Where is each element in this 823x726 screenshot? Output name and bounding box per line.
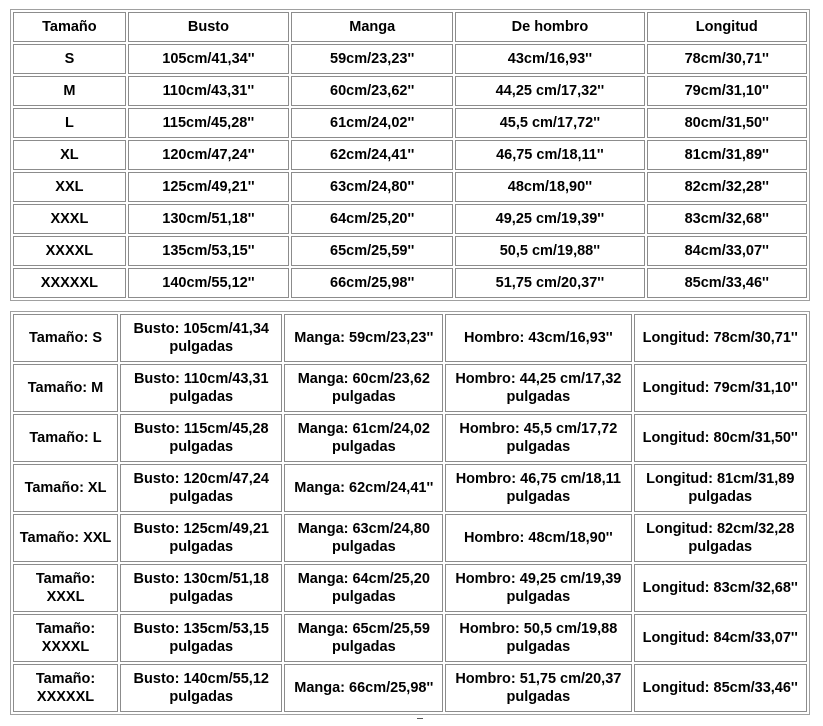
cell-size: Tamaño: XXL xyxy=(13,514,118,562)
cell-sleeve: Manga: 65cm/25,59 pulgadas xyxy=(284,614,443,662)
cell-sleeve: Manga: 64cm/25,20 pulgadas xyxy=(284,564,443,612)
page-edge-mark xyxy=(417,718,423,722)
cell-size: XXXL xyxy=(13,204,126,234)
cell-shoulder: 51,75 cm/20,37'' xyxy=(455,268,644,298)
cell-bust: Busto: 130cm/51,18 pulgadas xyxy=(120,564,282,612)
table-header-row xyxy=(13,12,807,42)
cell-bust: 115cm/45,28'' xyxy=(128,108,289,138)
cell-shoulder: 50,5 cm/19,88'' xyxy=(455,236,644,266)
cell-length: 80cm/31,50'' xyxy=(647,108,807,138)
cell-bust: Busto: 110cm/43,31 pulgadas xyxy=(120,364,282,412)
cell-length: Longitud: 83cm/32,68'' xyxy=(634,564,807,612)
cell-bust: Busto: 105cm/41,34 pulgadas xyxy=(120,314,282,362)
header-length: Longitud xyxy=(647,12,807,42)
cell-bust: 105cm/41,34'' xyxy=(128,44,289,74)
table-row xyxy=(13,414,807,462)
cell-sleeve: Manga: 60cm/23,62 pulgadas xyxy=(284,364,443,412)
cell-bust: Busto: 115cm/45,28 pulgadas xyxy=(120,414,282,462)
cell-sleeve: 64cm/25,20'' xyxy=(291,204,453,234)
cell-size: XXXXL xyxy=(13,236,126,266)
table-row xyxy=(13,514,807,562)
table-row xyxy=(13,364,807,412)
cell-sleeve: 61cm/24,02'' xyxy=(291,108,453,138)
cell-shoulder: Hombro: 44,25 cm/17,32 pulgadas xyxy=(445,364,631,412)
cell-size: XL xyxy=(13,140,126,170)
cell-length: Longitud: 81cm/31,89 pulgadas xyxy=(634,464,807,512)
header-sleeve: Manga xyxy=(291,12,453,42)
cell-size: Tamaño: XXXXL xyxy=(13,614,118,662)
cell-sleeve: Manga: 63cm/24,80 pulgadas xyxy=(284,514,443,562)
cell-bust: 130cm/51,18'' xyxy=(128,204,289,234)
cell-bust: 125cm/49,21'' xyxy=(128,172,289,202)
cell-size: Tamaño: XXXXXL xyxy=(13,664,118,712)
table-row xyxy=(13,108,807,138)
table-row xyxy=(13,268,807,298)
cell-shoulder: Hombro: 51,75 cm/20,37 pulgadas xyxy=(445,664,631,712)
cell-size: M xyxy=(13,76,126,106)
cell-sleeve: 65cm/25,59'' xyxy=(291,236,453,266)
table-row xyxy=(13,314,807,362)
cell-length: Longitud: 78cm/30,71'' xyxy=(634,314,807,362)
cell-size: L xyxy=(13,108,126,138)
table-row xyxy=(13,140,807,170)
cell-bust: Busto: 125cm/49,21 pulgadas xyxy=(120,514,282,562)
cell-sleeve: 63cm/24,80'' xyxy=(291,172,453,202)
cell-bust: 110cm/43,31'' xyxy=(128,76,289,106)
cell-sleeve: 66cm/25,98'' xyxy=(291,268,453,298)
cell-shoulder: 46,75 cm/18,11'' xyxy=(455,140,644,170)
cell-shoulder: 44,25 cm/17,32'' xyxy=(455,76,644,106)
cell-size: XXL xyxy=(13,172,126,202)
cell-length: Longitud: 82cm/32,28 pulgadas xyxy=(634,514,807,562)
header-bust: Busto xyxy=(128,12,289,42)
cell-shoulder: 49,25 cm/19,39'' xyxy=(455,204,644,234)
cell-length: 85cm/33,46'' xyxy=(647,268,807,298)
cell-bust: Busto: 135cm/53,15 pulgadas xyxy=(120,614,282,662)
cell-size: Tamaño: L xyxy=(13,414,118,462)
table-row xyxy=(13,614,807,662)
cell-shoulder: 48cm/18,90'' xyxy=(455,172,644,202)
cell-sleeve: Manga: 62cm/24,41'' xyxy=(284,464,443,512)
cell-bust: 120cm/47,24'' xyxy=(128,140,289,170)
header-size: Tamaño xyxy=(13,12,126,42)
cell-sleeve: 60cm/23,62'' xyxy=(291,76,453,106)
table-row xyxy=(13,44,807,74)
table-row xyxy=(13,76,807,106)
cell-size: XXXXXL xyxy=(13,268,126,298)
table-row xyxy=(13,664,807,712)
header-shoulder: De hombro xyxy=(455,12,644,42)
cell-sleeve: 62cm/24,41'' xyxy=(291,140,453,170)
cell-length: 83cm/32,68'' xyxy=(647,204,807,234)
table-row xyxy=(13,204,807,234)
table-row xyxy=(13,464,807,512)
cell-shoulder: Hombro: 45,5 cm/17,72 pulgadas xyxy=(445,414,631,462)
size-chart-table xyxy=(10,9,810,301)
cell-shoulder: Hombro: 50,5 cm/19,88 pulgadas xyxy=(445,614,631,662)
cell-length: 84cm/33,07'' xyxy=(647,236,807,266)
cell-shoulder: 43cm/16,93'' xyxy=(455,44,644,74)
cell-shoulder: Hombro: 49,25 cm/19,39 pulgadas xyxy=(445,564,631,612)
table-row xyxy=(13,172,807,202)
size-detail-table xyxy=(10,311,810,715)
cell-size: S xyxy=(13,44,126,74)
cell-length: Longitud: 84cm/33,07'' xyxy=(634,614,807,662)
cell-shoulder: Hombro: 46,75 cm/18,11 pulgadas xyxy=(445,464,631,512)
cell-sleeve: Manga: 66cm/25,98'' xyxy=(284,664,443,712)
cell-size: Tamaño: M xyxy=(13,364,118,412)
cell-length: 81cm/31,89'' xyxy=(647,140,807,170)
table-row xyxy=(13,564,807,612)
cell-length: Longitud: 85cm/33,46'' xyxy=(634,664,807,712)
cell-sleeve: Manga: 59cm/23,23'' xyxy=(284,314,443,362)
cell-shoulder: Hombro: 43cm/16,93'' xyxy=(445,314,631,362)
table-row xyxy=(13,236,807,266)
cell-shoulder: Hombro: 48cm/18,90'' xyxy=(445,514,631,562)
cell-shoulder: 45,5 cm/17,72'' xyxy=(455,108,644,138)
cell-length: 78cm/30,71'' xyxy=(647,44,807,74)
cell-sleeve: Manga: 61cm/24,02 pulgadas xyxy=(284,414,443,462)
cell-length: 82cm/32,28'' xyxy=(647,172,807,202)
cell-length: Longitud: 80cm/31,50'' xyxy=(634,414,807,462)
cell-bust: Busto: 140cm/55,12 pulgadas xyxy=(120,664,282,712)
cell-size: Tamaño: S xyxy=(13,314,118,362)
cell-bust: 135cm/53,15'' xyxy=(128,236,289,266)
cell-bust: Busto: 120cm/47,24 pulgadas xyxy=(120,464,282,512)
cell-size: Tamaño: XXXL xyxy=(13,564,118,612)
cell-length: Longitud: 79cm/31,10'' xyxy=(634,364,807,412)
cell-length: 79cm/31,10'' xyxy=(647,76,807,106)
cell-bust: 140cm/55,12'' xyxy=(128,268,289,298)
cell-sleeve: 59cm/23,23'' xyxy=(291,44,453,74)
cell-size: Tamaño: XL xyxy=(13,464,118,512)
